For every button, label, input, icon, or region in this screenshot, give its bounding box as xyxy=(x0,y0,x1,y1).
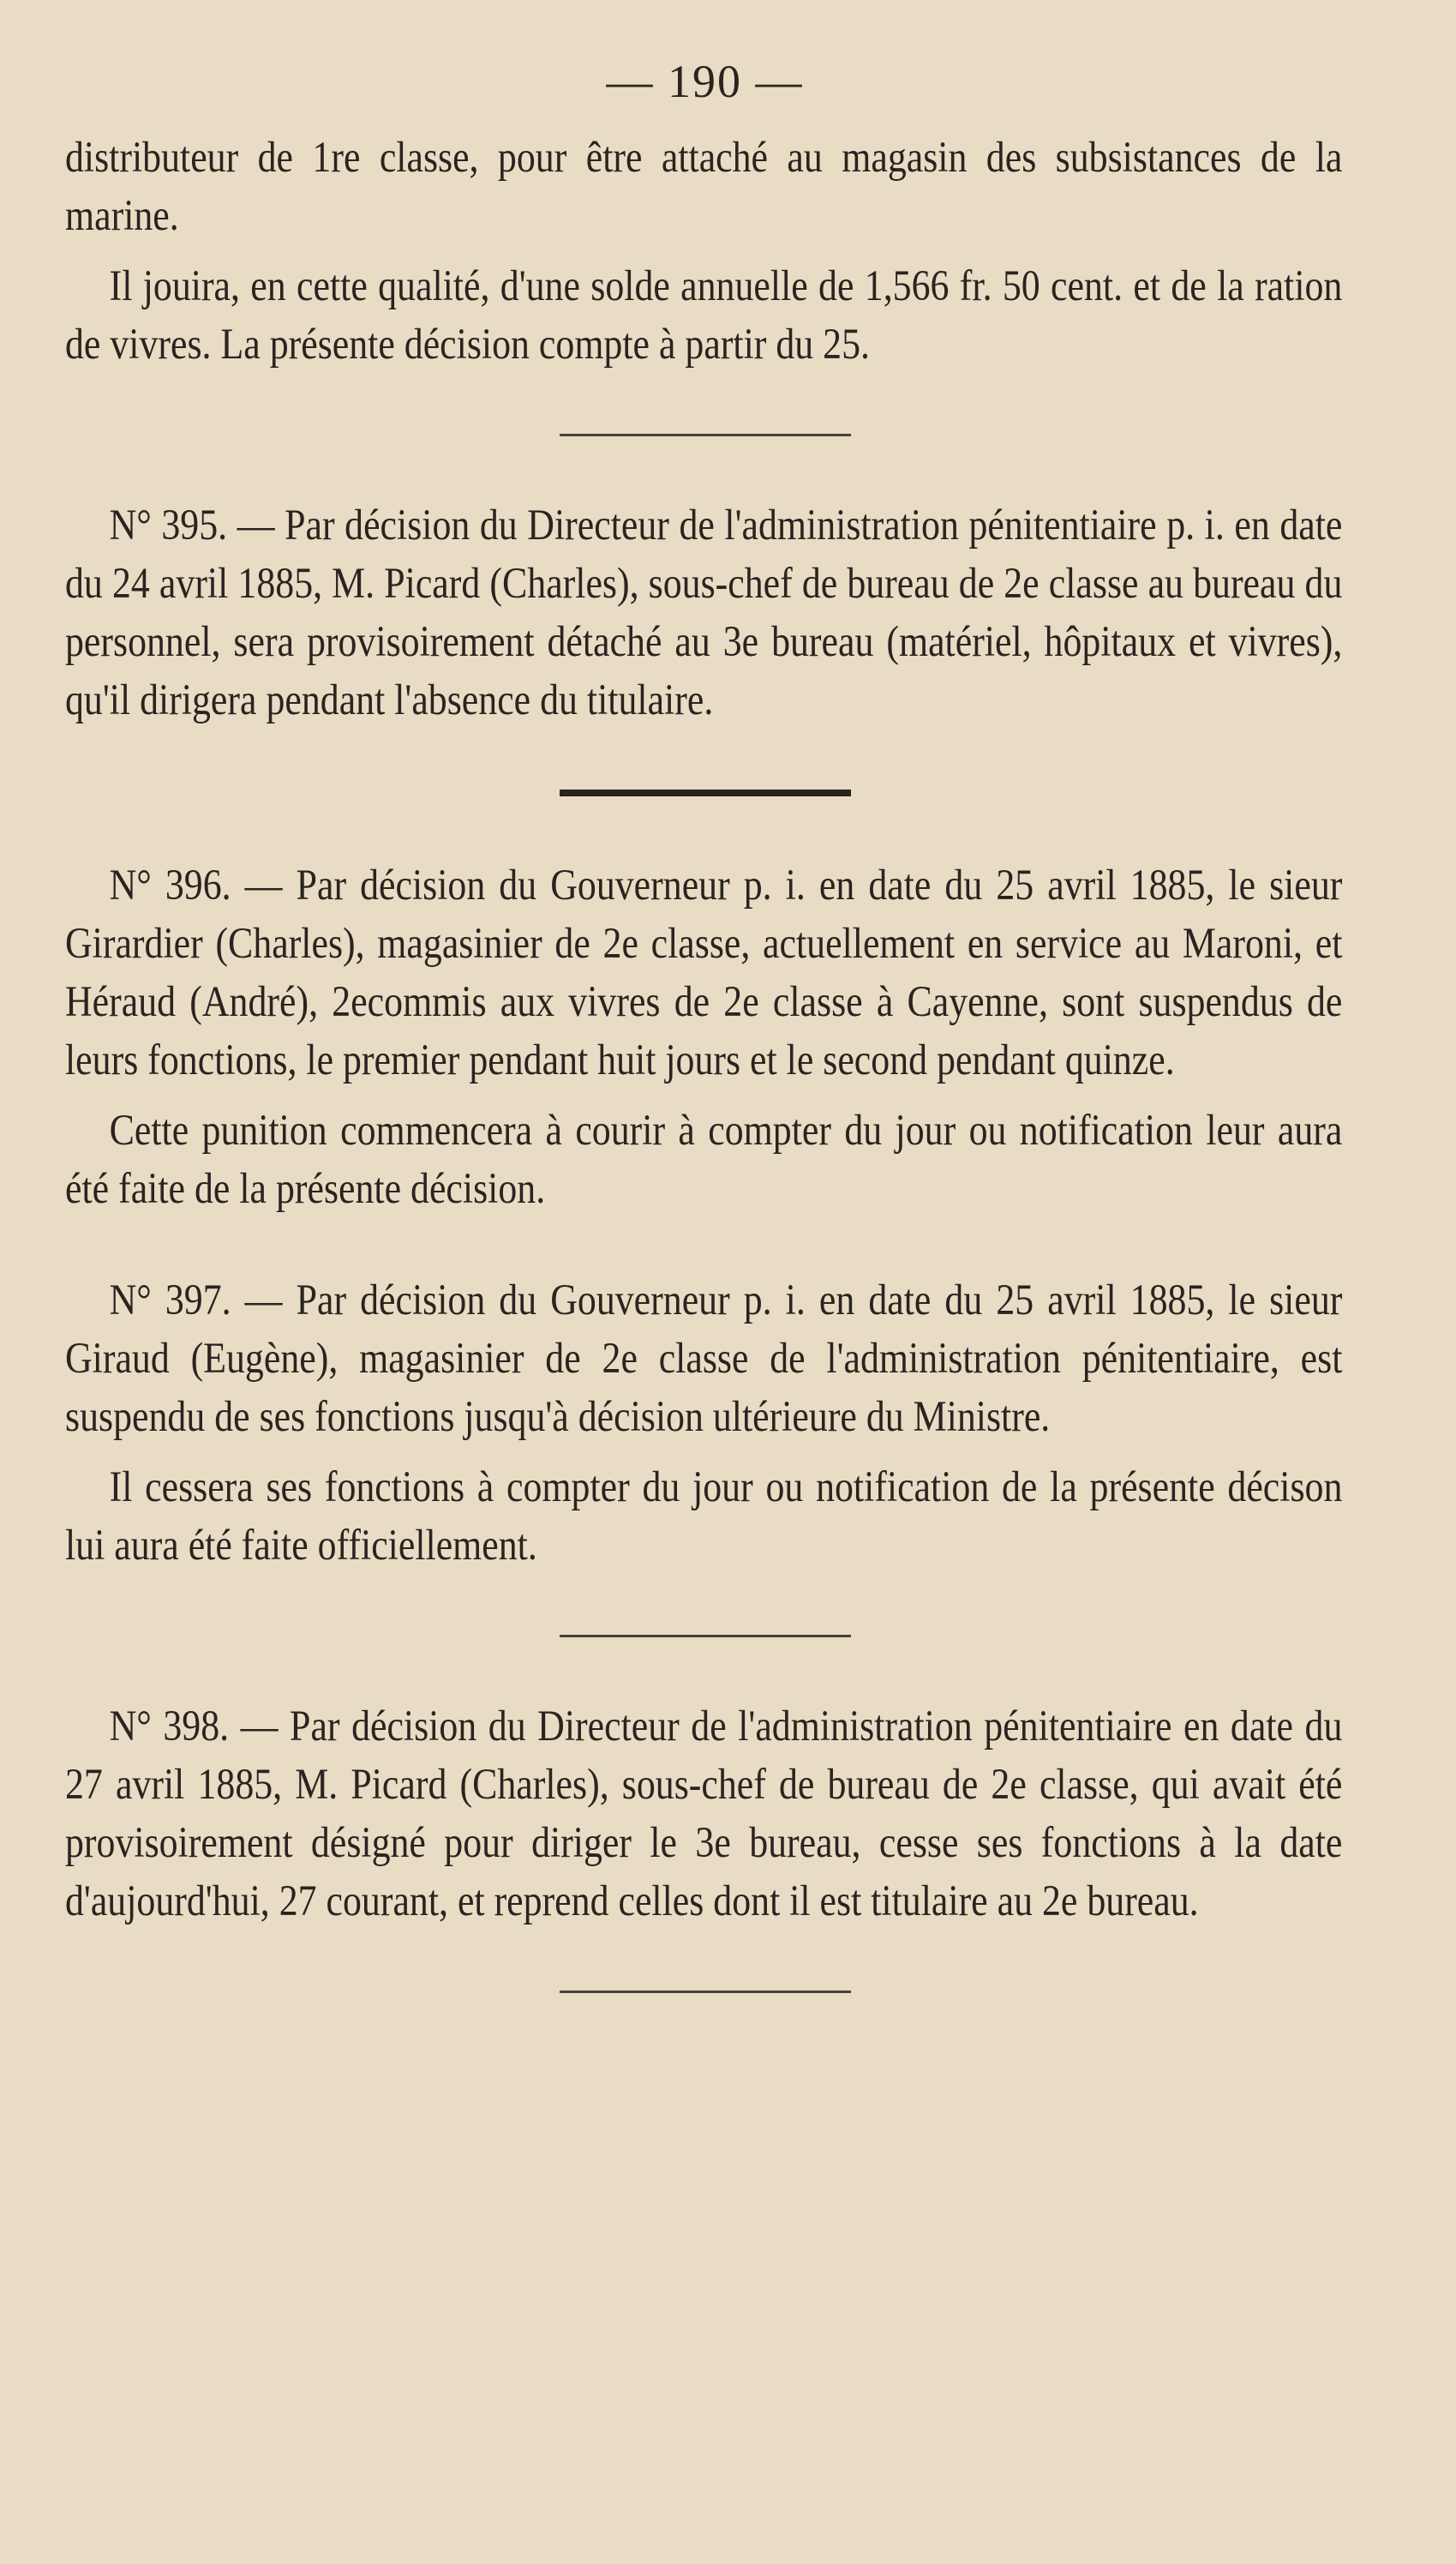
section-divider xyxy=(560,1991,851,1993)
section-divider xyxy=(560,434,851,436)
entry-396 xyxy=(65,856,1345,1218)
intro-paragraph-1: distributeur de 1re classe, pour être attaché au magasin des subsistances de la marine. xyxy=(65,134,1343,240)
intro-paragraph-2: Il jouira, en cette qualité, d'une solde annuelle de 1,566 fr. 50 cent. et de la ration de vivres. La présente décision compte à partir du 25. xyxy=(65,262,1343,369)
section-divider xyxy=(560,1635,851,1637)
entry-397-paragraph-1: N° 397. — Par décision du Gouverneur p. i. en date du 25 avril 1885, le sieur Giraud (Eugène), magasinier de 2e classe de l'administration pénitentiaire, est suspendu de ses fonctions jusqu'à décision ultérieure du Ministre. xyxy=(65,1276,1343,1441)
entry-396-paragraph-1: N° 396. — Par décision du Gouverneur p. i. en date du 25 avril 1885, le sieur Girardier (Charles), magasinier de 2e classe, actuellement en service au Maroni, et Héraud (André), 2ecommis aux vivres de 2e classe à Cayenne, sont suspendus de leurs fonctions, le premier pendant huit jours et le second pendant quinze. xyxy=(65,862,1343,1084)
spacer xyxy=(65,1218,1345,1271)
page-number: — 190 — xyxy=(606,56,804,107)
section-divider xyxy=(560,790,851,796)
intro-section xyxy=(65,129,1345,374)
entry-398-paragraph-1: N° 398. — Par décision du Directeur de l'administration pénitentiaire en date du 27 avril 1885, M. Picard (Charles), sous-chef de bureau de 2e classe, qui avait été provisoirement désigné pour diriger le 3e bureau, cesse ses fonctions à la date d'aujourd'hui, 27 courant, et reprend celles dont il est titulaire au 2e bureau. xyxy=(65,1702,1343,1925)
entry-395 xyxy=(65,496,1345,730)
entry-397-paragraph-2: Il cessera ses fonctions à compter du jour ou notification de la présente décison lui aura été faite officiellement. xyxy=(65,1463,1343,1570)
entry-398 xyxy=(65,1697,1345,1931)
entry-397 xyxy=(65,1271,1345,1575)
entry-396-paragraph-2: Cette punition commencera à courir à compter du jour ou notification leur aura été faite de la présente décision. xyxy=(65,1107,1343,1213)
entry-395-paragraph-1: N° 395. — Par décision du Directeur de l'administration pénitentiaire p. i. en date du 24 avril 1885, M. Picard (Charles), sous-chef de bureau de 2e classe au bureau du personnel, sera provisoirement détaché au 3e bureau (matériel, hôpitaux et vivres), qu'il dirigera pendant l'absence du titulaire. xyxy=(65,501,1343,724)
